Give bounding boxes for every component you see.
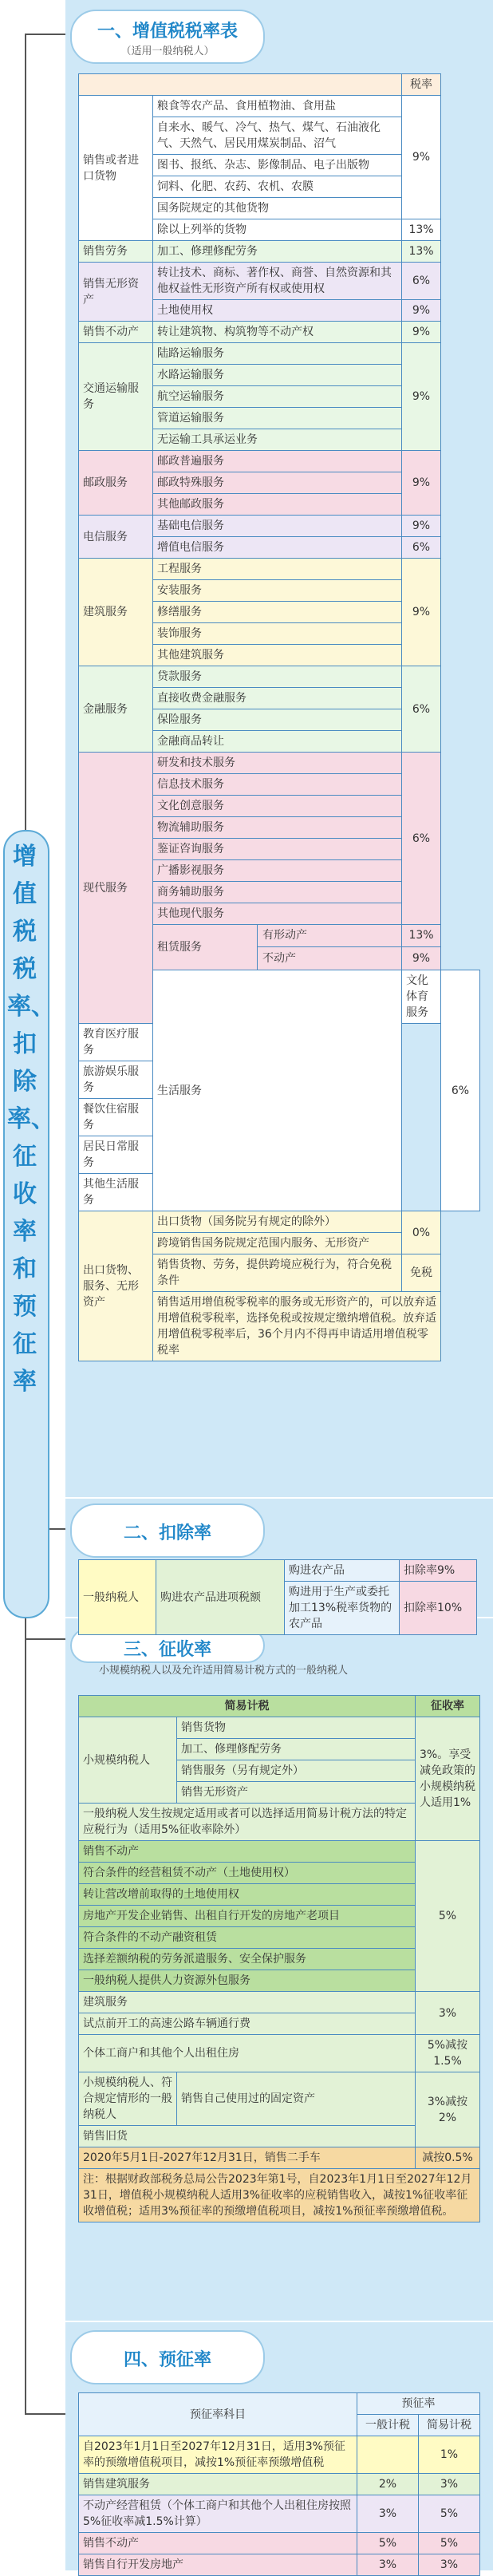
- s3-small-item: 加工、修理修配劳务: [177, 1739, 416, 1760]
- import-group: 销售或者进口货物: [79, 96, 153, 241]
- intangible-group: 销售无形资产: [79, 263, 153, 322]
- s3-small: 小规模纳税人: [79, 1717, 177, 1804]
- construction-rate: 9%: [402, 559, 441, 666]
- section-1-subtitle: （适用一般纳税人）: [120, 45, 215, 57]
- s3-small-item: 销售货物: [177, 1717, 416, 1739]
- export-group: 出口货物、服务、无形资产: [79, 1211, 153, 1361]
- life-item: 文化体育服务: [402, 970, 441, 1024]
- construction-item: 装饰服务: [153, 623, 402, 645]
- s4-row2: 销售建筑服务: [79, 2474, 357, 2495]
- export-rate-zero: 0%: [402, 1211, 441, 1254]
- modern-item: 其他现代服务: [153, 903, 402, 925]
- s4-row4-general: 5%: [357, 2533, 419, 2554]
- lease-label: 租赁服务: [157, 941, 202, 954]
- s4-row3-general: 3%: [357, 2495, 419, 2533]
- intangible-item: 转让技术、商标、著作权、商誉、自然资源和其他权益性无形资产所有权或使用权: [153, 263, 402, 300]
- s3-five-rate: 5%: [416, 1841, 480, 1992]
- s4-col-rate: 预征率: [357, 2393, 480, 2415]
- finance-item: 保险服务: [153, 709, 402, 731]
- postal-item: 邮政特殊服务: [153, 472, 402, 494]
- transport-rate: 9%: [402, 343, 441, 451]
- telecom-rate: 9%: [402, 516, 441, 537]
- import-item: 自来水、暖气、冷气、热气、煤气、石油液化气、天然气、居民用煤炭制品、沼气: [153, 117, 402, 155]
- realestate-item: 转让建筑物、构筑物等不动产权: [153, 322, 402, 343]
- construction-item: 修缮服务: [153, 602, 402, 623]
- life-item: 餐饮住宿服务: [79, 1099, 153, 1136]
- finance-item: 金融商品转让: [153, 731, 402, 753]
- s2-row1-rate: 扣除率9%: [400, 1560, 477, 1582]
- other-goods: 除以上列举的货物: [153, 219, 402, 241]
- s4-row5: 销售自行开发房地产: [79, 2554, 357, 2576]
- s4-row4: 销售不动产: [79, 2533, 357, 2554]
- s3-five-item: 转让营改增前取得的土地使用权: [79, 1884, 416, 1906]
- lease-rate-cell: [402, 925, 441, 970]
- telecom-item: 基础电信服务: [153, 516, 402, 537]
- construction-item: 安装服务: [153, 580, 402, 602]
- export-item: 跨境销售国务院规定范围内服务、无形资产: [153, 1233, 402, 1254]
- other-goods-rate: 13%: [402, 219, 441, 241]
- transport-item: 管道运输服务: [153, 408, 402, 429]
- transport-item: 陆路运输服务: [153, 343, 402, 365]
- intangible-rate: 6%: [402, 263, 441, 300]
- section-2-title: [70, 1503, 265, 1558]
- modern-item: 鉴证咨询服务: [153, 839, 402, 860]
- modern-rate: 6%: [402, 753, 441, 925]
- construction-group: 建筑服务: [79, 559, 153, 666]
- modern-group: 现代服务: [79, 753, 153, 1024]
- s2-taxpayer: 一般纳税人: [79, 1560, 156, 1635]
- s3-five-item: 选择差额纳税的劳务派遣服务、安全保护服务: [79, 1949, 416, 1970]
- telecom-group: 电信服务: [79, 516, 153, 559]
- section-4-heading: 四、预征率: [123, 2350, 211, 2370]
- s4-row3-simple: 5%: [419, 2495, 480, 2533]
- export-item: 出口货物（国务院另有规定的除外）: [153, 1211, 402, 1233]
- postal-item: 其他邮政服务: [153, 494, 402, 516]
- telecom-rate: 6%: [402, 537, 441, 559]
- life-item: 教育医疗服务: [79, 1024, 153, 1061]
- s3-personal: 个体工商户和其他个人出租住房: [79, 2035, 416, 2072]
- life-item: 居民日常服务: [79, 1136, 153, 1174]
- postal-group: 邮政服务: [79, 451, 153, 516]
- side-title: 增值税税率、扣除率、征收率和预征率: [7, 843, 55, 1396]
- modern-item: 研发和技术服务: [153, 753, 402, 774]
- collection-rate-table: [78, 1695, 480, 2222]
- modern-item: 文化创意服务: [153, 796, 402, 817]
- transport-item: 水路运输服务: [153, 365, 402, 386]
- s2-row2-rate: 扣除率10%: [400, 1582, 477, 1635]
- transport-item: 无运输工具承运业务: [153, 429, 402, 451]
- section-1-title: [70, 10, 265, 64]
- import-item: 粮食等农产品、食用植物油、食用盐: [153, 96, 402, 117]
- import-item: 国务院规定的其他货物: [153, 198, 402, 219]
- s4-row3: 不动产经营租赁（个体工商户和其他个人出租住房按照5%征收率减1.5%计算）: [79, 2495, 357, 2533]
- labor-item: 加工、修理修配劳务: [153, 241, 402, 263]
- s3-subtitle: 小规模纳税人以及允许适用简易计税方式的一般纳税人: [98, 1665, 348, 1677]
- intangible-rate: 9%: [402, 300, 441, 322]
- s4-col-general: 一般计税: [357, 2415, 419, 2436]
- s3-five-item: 一般纳税人提供人力资源外包服务: [79, 1970, 416, 1992]
- modern-item: 广播影视服务: [153, 860, 402, 882]
- life-item: 旅游娱乐服务: [79, 1061, 153, 1099]
- connector-s3: [25, 1638, 66, 1640]
- deduction-rate-table: [78, 1559, 477, 1635]
- realestate-group: 销售不动产: [79, 322, 153, 343]
- s4-row5-simple: 3%: [419, 2554, 480, 2576]
- vat-rate-table: [78, 73, 480, 1361]
- s3-five-item: 符合条件的不动产融资租赁: [79, 1927, 416, 1949]
- construction-item: 工程服务: [153, 559, 402, 580]
- s3-build-item: 试点前开工的高速公路车辆通行费: [79, 2013, 416, 2035]
- connector-bottom: [25, 1615, 68, 2415]
- realestate-rate: 9%: [402, 322, 441, 343]
- s3-build-item: 建筑服务: [79, 1992, 416, 2013]
- section-4-title: [70, 2330, 265, 2384]
- modern-item: 物流辅助服务: [153, 817, 402, 839]
- postal-rate: 9%: [402, 451, 441, 516]
- s3-usedcar: 2020年5月1日-2027年12月31日，销售二手车: [79, 2147, 416, 2169]
- s3-col-simple: 简易计税: [79, 1696, 416, 1717]
- s3-col-rate: 征收率: [416, 1696, 480, 1717]
- transport-group: 交通运输服务: [79, 343, 153, 451]
- s3-personal-rate: 5%减按1.5%: [416, 2035, 480, 2072]
- rate-header: 税率: [402, 74, 441, 96]
- import-item: 图书、报纸、杂志、影像制品、电子出版物: [153, 155, 402, 176]
- finance-item: 直接收费金融服务: [153, 688, 402, 709]
- finance-group: 金融服务: [79, 666, 153, 753]
- intangible-item: 土地使用权: [153, 300, 402, 322]
- import-rate: 9%: [402, 96, 441, 219]
- s3-fixed-left: 小规模纳税人、符合规定情形的一般纳税人: [79, 2072, 177, 2126]
- life-item: 其他生活服务: [79, 1174, 153, 1211]
- s3-old-goods: 销售旧货: [79, 2126, 416, 2147]
- lease-rate-immovable: 9%: [412, 952, 431, 965]
- finance-rate: 6%: [402, 666, 441, 753]
- life-rate: 6%: [441, 970, 480, 1211]
- modern-item: 商务辅助服务: [153, 882, 402, 903]
- section-3-heading: 三、征收率: [123, 1640, 211, 1660]
- export-item: 销售货物、劳务，提供跨境应税行为，符合免税条件: [153, 1254, 402, 1292]
- finance-item: 贷款服务: [153, 666, 402, 688]
- s2-scope: 购进农产品进项税额: [156, 1560, 285, 1635]
- transport-item: 航空运输服务: [153, 386, 402, 408]
- s3-small-rate: 3%。享受减免政策的小规模纳税人适用1%: [416, 1717, 480, 1841]
- s2-row1: 购进农产品: [285, 1560, 400, 1582]
- export-rate-exempt: 免税: [402, 1254, 441, 1292]
- s3-five-item: 房地产开发企业销售、出租自行开发的房地产老项目: [79, 1906, 416, 1927]
- s4-col-simple: 简易计税: [419, 2415, 480, 2436]
- s4-row4-simple: 5%: [419, 2533, 480, 2554]
- postal-item: 邮政普遍服务: [153, 451, 402, 472]
- s4-row1-simple: 1%: [419, 2436, 480, 2474]
- export-note: 销售适用增值税零税率的服务或无形资产的，可以放弃适用增值税零税率，选择免税或按规定缴纳增值税。放弃适用增值税零税率后，36个月内不得再申请适用增值税零税率: [153, 1292, 441, 1361]
- s3-note: 注：根据财政部税务总局公告2023年第1号，自2023年1月1日至2027年12月31日，增值税小规模纳税人适用3%征收率的应税销售收入，减按1%征收率征收增值税；适用3%预征率的预缴增值税项目，减按1%预征率预缴增值税。: [79, 2169, 480, 2222]
- s3-general-option: 一般纳税人发生按规定适用或者可以选择适用简易计税方法的特定应税行为（适用5%征收率除外）: [79, 1804, 416, 1841]
- s3-usedcar-rate: 减按0.5%: [416, 2147, 480, 2169]
- s3-fixed-item: 销售自己使用过的固定资产: [177, 2072, 416, 2126]
- s3-five-item: 销售不动产: [79, 1841, 416, 1863]
- s3-five-item: 符合条件的经营租赁不动产（土地使用权）: [79, 1863, 416, 1884]
- s3-fixed-rate: 3%减按2%: [416, 2072, 480, 2147]
- connector-top: [25, 34, 68, 832]
- s4-row2-simple: 3%: [419, 2474, 480, 2495]
- labor-rate: 13%: [402, 241, 441, 263]
- s4-col-item: 预征率科目: [79, 2393, 357, 2436]
- lease-sub-movable: 有形动产: [258, 925, 401, 947]
- s2-row2: 购进用于生产或委托加工13%税率货物的农产品: [285, 1582, 400, 1635]
- section-1-heading: 一、增值税税率表: [97, 22, 238, 41]
- section-2-heading: 二、扣除率: [123, 1523, 211, 1543]
- s4-row2-general: 2%: [357, 2474, 419, 2495]
- s4-row5-general: 3%: [357, 2554, 419, 2576]
- lease-sub-immovable: 不动产: [262, 952, 296, 965]
- lease-rate-movable: 13%: [402, 925, 440, 947]
- construction-item: 其他建筑服务: [153, 645, 402, 666]
- import-item: 饲料、化肥、农药、农机、农膜: [153, 176, 402, 198]
- modern-item: 信息技术服务: [153, 774, 402, 796]
- s3-small-item: 销售服务（另有规定外）: [177, 1760, 416, 1782]
- s3-small-item: 销售无形资产: [177, 1782, 416, 1804]
- life-group: 生活服务: [153, 970, 402, 1211]
- labor-group: 销售劳务: [79, 241, 153, 263]
- telecom-item: 增值电信服务: [153, 537, 402, 559]
- s4-row1: 自2023年1月1日至2027年12月31日，适用3%预征率的预缴增值税项目，减按1%预征率预缴增值税: [79, 2436, 357, 2474]
- lease-cell: [153, 925, 402, 970]
- prepayment-rate-table: [78, 2392, 480, 2576]
- s3-build-rate: 3%: [416, 1992, 480, 2035]
